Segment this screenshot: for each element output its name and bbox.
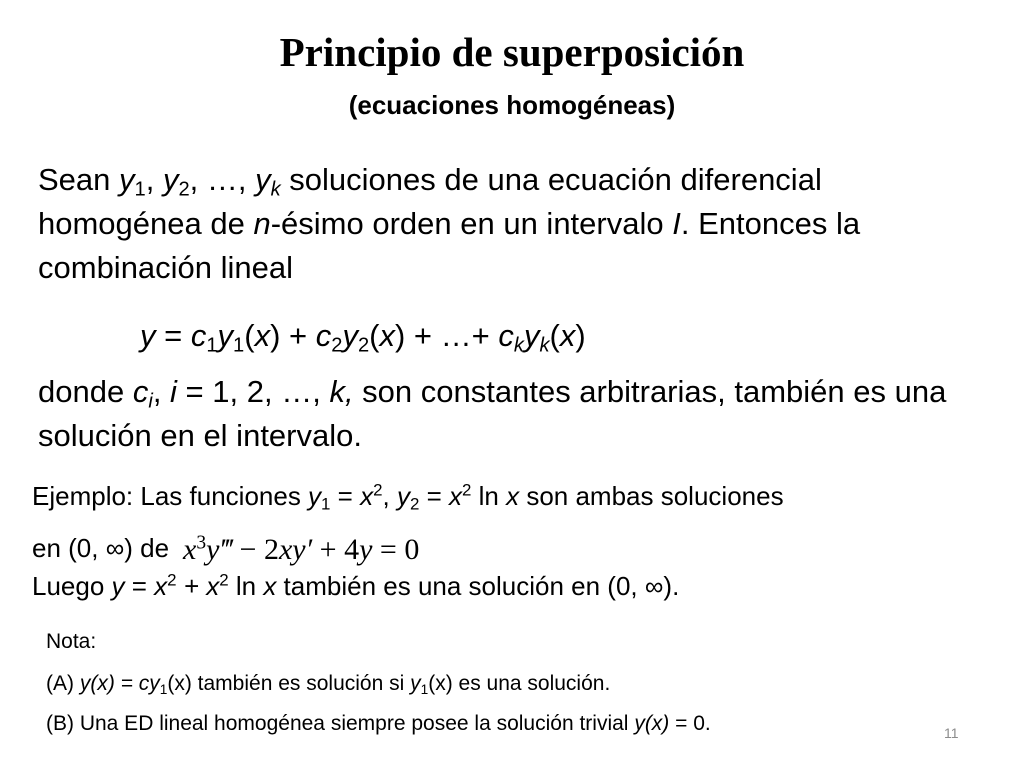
theorem-conclusion: donde $c_i$, i = 1, 2, …, k, son constantes arbitrarias, también es una solución en el intervalo. bbox=[38, 374, 947, 453]
theorem-statement: Sean $y_1$, $y_2$, …, $y_k$ soluciones de una ecuación diferencial homogénea de n-ésimo orden en un intervalo I. Entonces la combinación lineal bbox=[38, 162, 861, 285]
page-number: 11 bbox=[944, 725, 959, 741]
example-ode: $x^3y‴ - 2xy' + 4y = 0$ bbox=[183, 532, 420, 566]
note-b: (B) Una ED lineal homogénea siempre posee la solución trivial y(x) = 0. bbox=[46, 712, 711, 735]
slide-subtitle: (ecuaciones homogéneas) bbox=[348, 90, 676, 120]
slide-title: Principio de superposición bbox=[279, 29, 745, 75]
note-heading: Nota: bbox=[46, 630, 97, 653]
example-line-2: en (0, ∞) de $x^3y‴ - 2xy' + 4y = 0$ bbox=[32, 532, 420, 566]
linear-combination-formula: $y = c_1y_1(x) + c_2y_2(x)$ + …+ $c_ky_k(x)$ bbox=[140, 318, 586, 357]
note-a: (A) $y(x) = cy_1(x)$ también es solución si $y_1(x)$ es una solución. bbox=[46, 672, 611, 697]
example-line-1: Ejemplo: Las funciones $y_1 = x^2$, $y_2 = x^2$ ln x son ambas soluciones bbox=[32, 480, 784, 514]
example-line-3: Luego $y = x^2 + x^2$ ln x también es una solución en (0, ∞). bbox=[32, 570, 680, 601]
